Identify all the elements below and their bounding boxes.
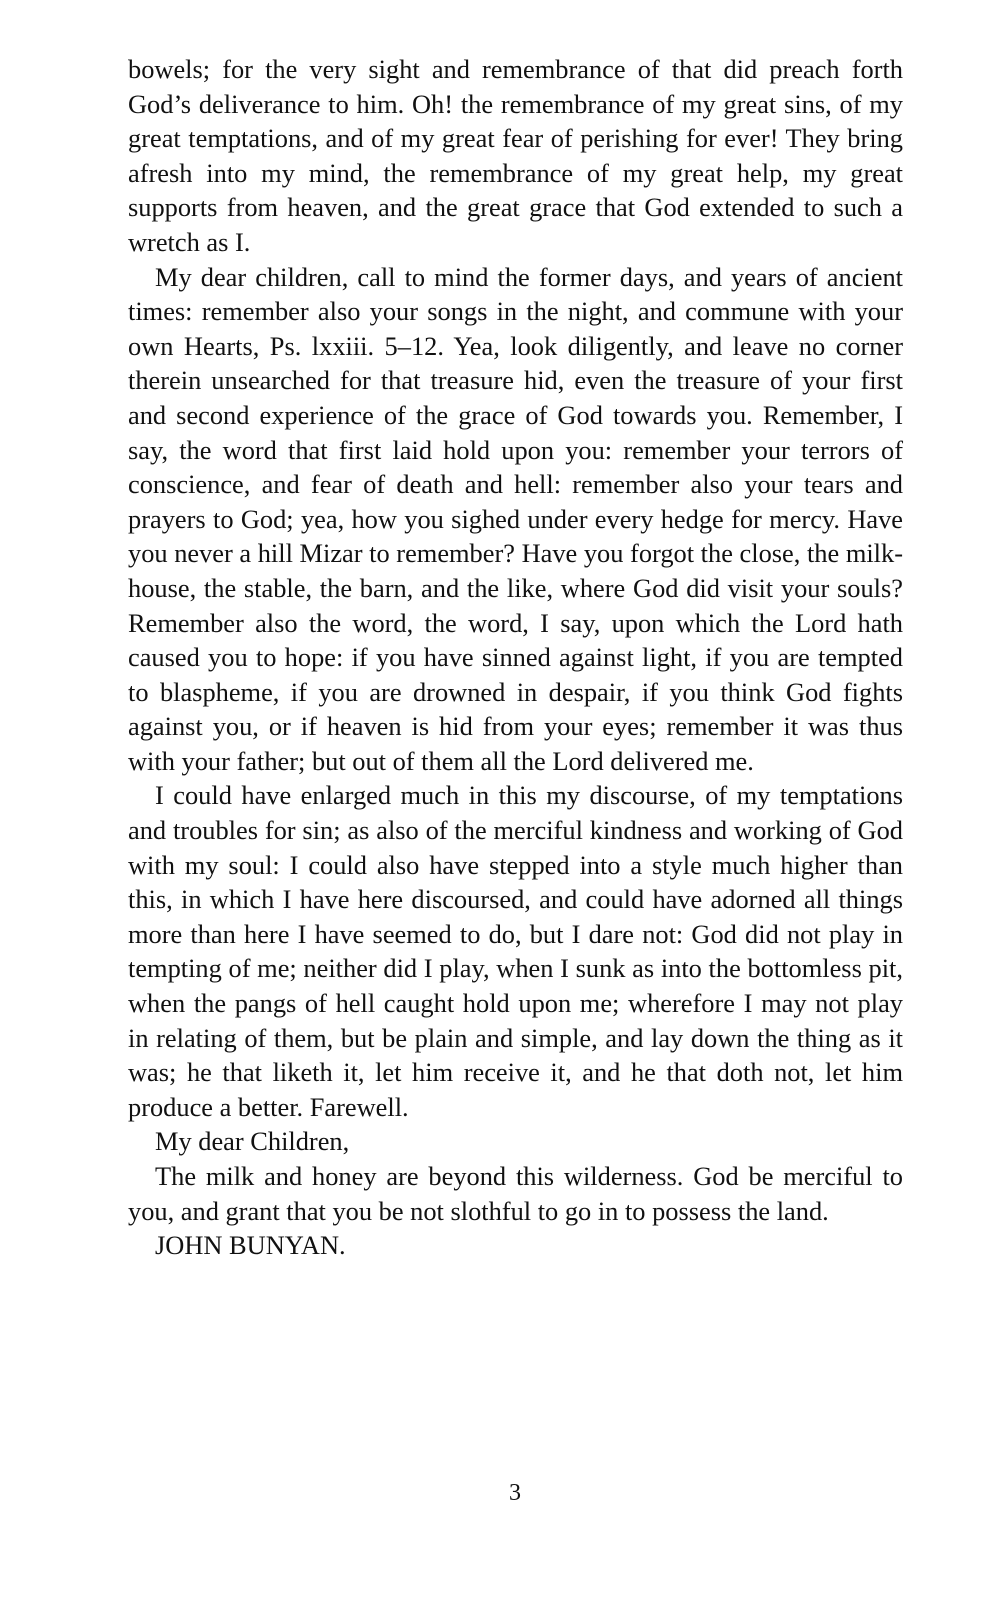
- paragraph-enlarged-discourse: I could have enlarged much in this my discourse, of my temptations and troubles for sin; as also of the merciful kindness and working of God with my soul: I could also have stepped into a style much higher than this, in which I have here discoursed, and could have adorned all things more than here I have seemed to do, but I dare not: God did not play in tempting of me; neither did I play, when I sunk as into the bottomless pit, when the pangs of hell caught hold upon me; wherefore I may not play in relating of them, but be plain and simple, and lay down the thing as it was; he that liketh it, let him receive it, and he that doth not, let him produce a better. Farewell.: [128, 780, 903, 1122]
- paragraph-continuation: bowels; for the very sight and remembrance of that did preach forth God’s deliverance to him. Oh! the remembrance of my great sins, of my great temptations, and of my great fear of perishing for ever! They bring afresh into my mind, the remembrance of my great help, my great supports from heaven, and the great grace that God extended to such a wretch as I.: [128, 54, 903, 257]
- salutation: My dear Children,: [155, 1126, 350, 1157]
- signature-name: JOHN BUNYAN.: [155, 1230, 346, 1261]
- paragraph-milk-and-honey: The milk and honey are beyond this wilderness. God be merciful to you, and grant that you be not slothful to go in to possess the land.: [128, 1161, 903, 1226]
- page-number: 3: [509, 1480, 521, 1506]
- paragraph-remember-former-days: My dear children, call to mind the former days, and years of ancient times: remember also your songs in the night, and commune with your own Hearts, Ps. lxxiii. 5–12. Yea, look diligently, and leave no corner therein unsearched for that treasure hid, even the treasure of your first and second experience of the grace of God towards you. Remember, I say, the word that first laid hold upon you: remember your terrors of conscience, and fear of death and hell: remember also your tears and prayers to God; yea, how you sighed under every hedge for mercy. Have you never a hill Mizar to remember? Have you forgot the close, the milk-house, the stable, the barn, and the like, where God did visit your souls? Remember also the word, the word, I say, upon which the Lord hath caused you to hope: if you have sinned against light, if you are tempted to blaspheme, if you are drowned in despair, if you think God fights against you, or if heaven is hid from your eyes; remember it was thus with your father; but out of them all the Lord delivered me.: [128, 261, 903, 776]
- page-body: [128, 52, 903, 1263]
